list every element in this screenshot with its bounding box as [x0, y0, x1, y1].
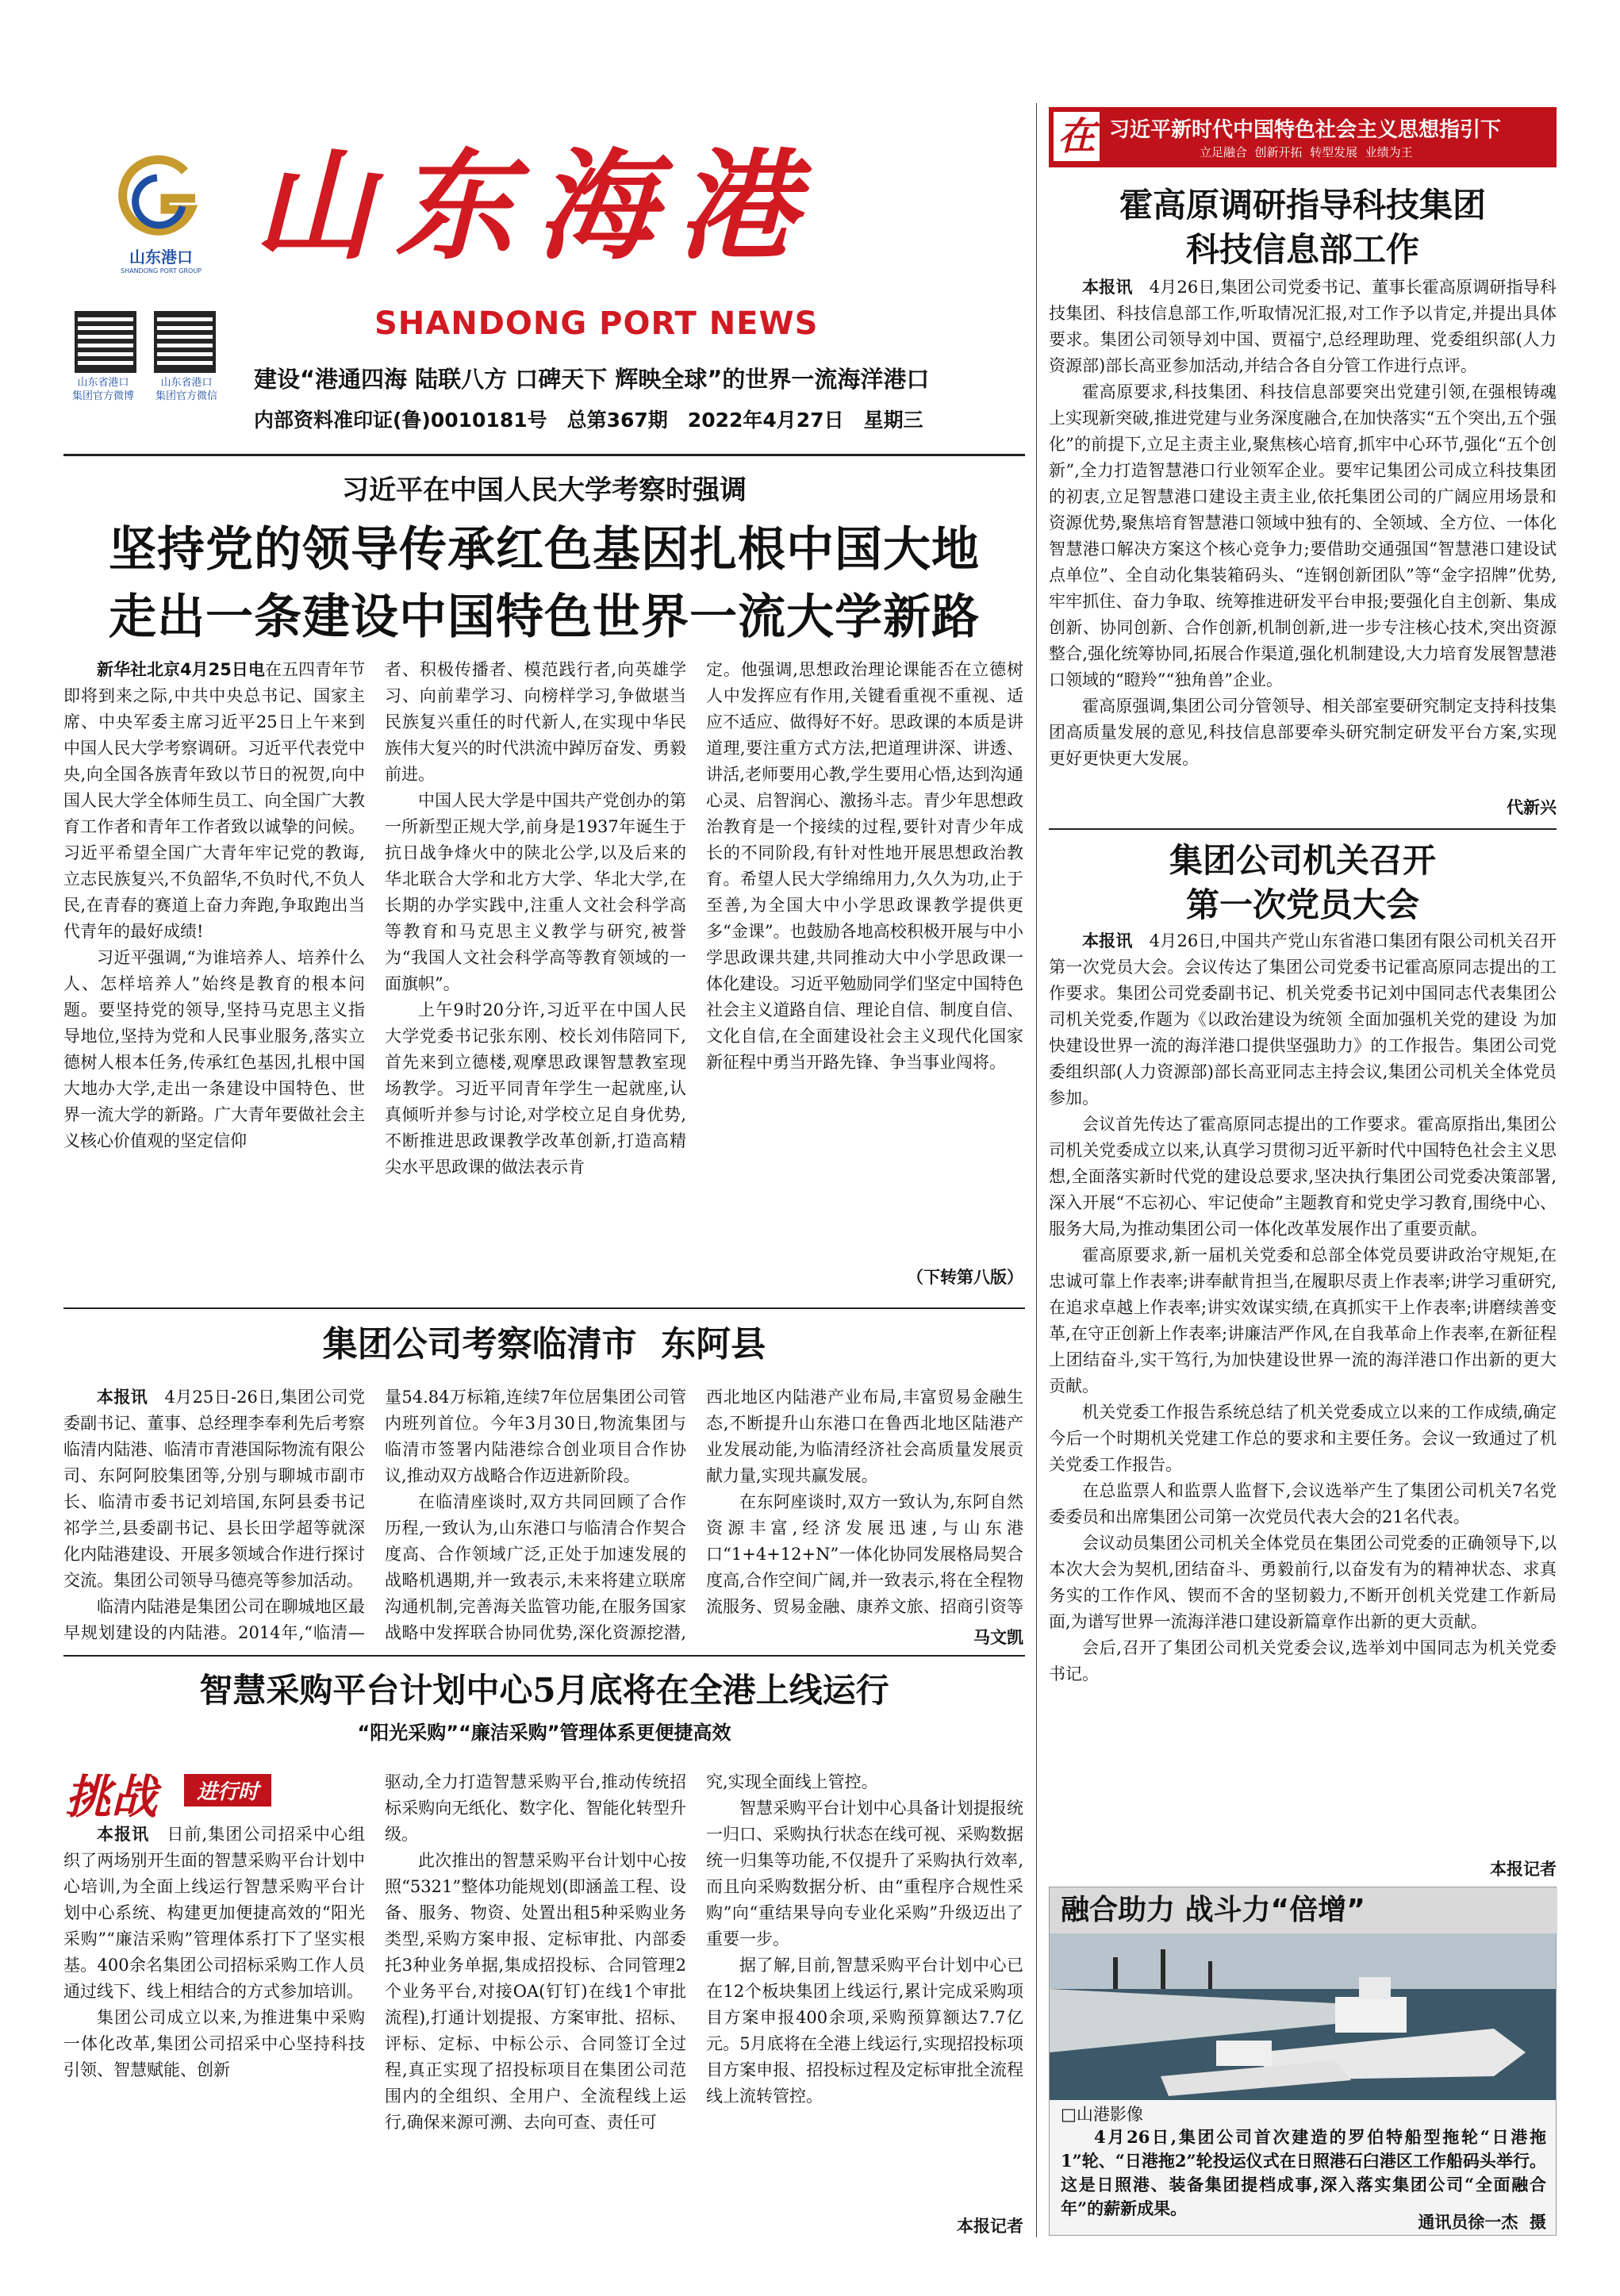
linqing-divider	[63, 1655, 1025, 1657]
logo-g-icon	[109, 154, 213, 241]
masthead-title-en: SHANDONG PORT NEWS	[374, 305, 819, 342]
masthead-title: 山东海港	[254, 136, 820, 276]
procure-column-1: 本报讯 日前,集团公司招采中心组织了两场别开生面的智慧采购平台计划中心培训,为全面上线运行智慧采购平台计划中心系统、构建更加便捷高效的“阳光采购”“廉洁采购”管理体系打下了坚实根基。400余名集团公司招标采购工作人员通过线下、线上相结合的方式参加培训。 集团公司成立以来,为推进集中采购一体化改革,集团公司招采中心坚持科技引领、智慧赋能、创新	[63, 1825, 365, 2079]
weibo-qr-code	[75, 311, 136, 373]
wechat-qr-caption: 山东省港口 集团官方微信	[155, 377, 217, 402]
theme-banner	[1049, 107, 1557, 167]
tugboat-photo	[1050, 1933, 1556, 2100]
linqing-column-1: 本报讯 4月25日-26日,集团公司党委副书记、董事、总经理李奉利先后考察临清内陆港、临清市青港国际物流有限公司、东阿阿胶集团等,分别与聊城市副市长、临清市委书记刘培国,东阿县委书记祁学兰,县委副书记、县长田学超等就深化内陆港建设、开展多领域合作进行探讨交流。集团公司领导马德亮等参加活动。 临清内陆港是集团公司在聊城地区最早规划建设的内陆港。2014年,“临清—	[63, 1388, 365, 1642]
photo-credit: 通讯员徐一杰 摄	[1418, 2213, 1546, 2232]
procure-signature: 本报记者	[957, 2217, 1023, 2236]
banner-title: 习近平新时代中国特色社会主义思想指引下	[1109, 118, 1502, 142]
huo-body: 本报讯 4月26日,集团公司党委书记、董事长霍高原调研指导科技集团、科技信息部工作,听取情况汇报,对工作予以肯定,并提出具体要求。集团公司领导刘中国、贾福宁,总经理助理、党委组织部(人力资源部)部长高亚参加活动,并结合各自分管工作进行点评。 霍高原要求,科技集团、科技信息部要突出党建引领,在强根铸魂上实现新突破,推进党建与业务深度融合,在加快落实“五个突出,五个强化”的前提下,立足主责主业,聚焦核心培育,抓牢中心环节,强化“五个创新”,全力打造智慧港口行业领军企业。要牢记集团公司成立科技集团的初衷,立足智慧港口建设主责主业,依托集团公司的广阔应用场景和资源优势,聚焦培育智慧港口领域中独有的、全领域、全方位、一体化智慧港口解决方案这个核心竞争力;要借助交通强国“智慧港口建设试点单位”、全自动化集装箱码头、“连钢创新团队”等“金字招牌”优势,牢牢抓住、奋力争取、统筹推进研发平台申报;要强化自主创新、集成创新、协同创新、合作创新,机制创新,进一步专注核心技术,突出资源整合,强化统筹协同,拓展合作渠道,强化机制建设,大力培育发展智慧港口领域的“瞪羚”“独角兽”企业。 霍高原强调,集团公司分管领导、相关部室要研究制定支持科技集团高质量发展的意见,科技信息部要牵头研究制定研发平台方案,实现更好更快更大发展。	[1049, 278, 1557, 768]
lead-column-1: 新华社北京4月25日电在五四青年节即将到来之际,中共中央总书记、国家主席、中央军委主席习近平25日上午来到中国人民大学考察调研。习近平代表党中央,向全国各族青年致以节日的祝贺,向中国人民大学全体师生员工、向全国广大教育工作者和青年工作者致以诚挚的问候。习近平希望全国广大青年牢记党的教诲,立志民族复兴,不负韶华,不负时代,不负人民,在青春的赛道上奋力奔跑,争取跑出当代青年的最好成绩! 习近平强调,“为谁培养人、培养什么人、怎样培养人”始终是教育的根本问题。要坚持党的领导,坚持马克思主义指导地位,坚持为党和人民事业服务,落实立德树人根本任务,传承红色基因,扎根中国大地办大学,走出一条建设中国特色、世界一流大学的新路。广大青年要做社会主义核心价值观的坚定信仰	[63, 660, 365, 1150]
party-headline-2: 第一次党员大会	[1185, 885, 1419, 924]
masthead-slogan: 建设“港通四海 陆联八方 口碑天下 辉映全球”的世界一流海洋港口	[254, 366, 930, 393]
party-signature: 本报记者	[1490, 1860, 1557, 1879]
banner-badge: 在	[1054, 112, 1100, 161]
procure-column-2: 驱动,全力打造智慧采购平台,推动传统招标采购向无纸化、数字化、智能化转型升级。 此次推出的智慧采购平台计划中心按照“5321”整体功能规划(即涵盖工程、设备、服务、物资、处置出租5种采购业务类型,采购方案申报、定标审批、内部委托3种业务单据,集成招投标、合同管理2个业务平台,对接OA(钉钉)在线1个审批流程),打通计划提报、方案审批、招标、评标、定标、中标公示、合同签订全过程,真正实现了招投标项目在集团公司范围内的全组织、全用户、全流程线上运行,确保来源可溯、去向可查、责任可	[385, 1772, 686, 2132]
wechat-qr-code	[154, 311, 216, 373]
photo-tag: □山港影像	[1061, 2105, 1143, 2124]
lead-divider	[63, 1307, 1025, 1309]
huo-headline-2: 科技信息部工作	[1185, 230, 1419, 269]
huo-divider	[1049, 828, 1557, 830]
linqing-column-2: 量54.84万标箱,连续7年位居集团公司管内班列首位。今年3月30日,物流集团与临清市签署内陆港综合创业项目合作协议,推动双方战略合作迈进新阶段。 在临清座谈时,双方共同回顾了合作历程,一致认为,山东港口与临清合作契合度高、合作领域广泛,正处于加速发展的战略机遇期,并一致表示,未来将建立联席沟通机制,完善海关监管功能,在服务国家战略中发挥联合协同优势,深化资源挖潜,	[385, 1388, 686, 1642]
challenge-logo	[65, 1760, 359, 1824]
challenge-logo-main: 挑战	[65, 1770, 158, 1824]
lead-column-2: 者、积极传播者、模范践行者,向英雄学习、向前辈学习、向榜样学习,争做堪当民族复兴重任的时代新人,在实现中华民族伟大复兴的时代洪流中踔厉奋发、勇毅前进。 中国人民大学是中国共产党创办的第一所新型正规大学,前身是1937年诞生于抗日战争烽火中的陕北公学,以及后来的华北联合大学和北方大学、华北大学,在长期的办学实践中,注重人文社会科学高等教育和马克思主义教学与研究,被誉为“我国人文社会科学高等教育领域的一面旗帜”。 上午9时20分许,习近平在中国人民大学党委书记张东刚、校长刘伟陪同下,首先来到立德楼,观摩思政课智慧教室现场教学。习近平同青年学生一起就座,认真倾听并参与讨论,对学校立足自身优势,不断推进思政课教学改革创新,打造高精尖水平思政课的做法表示肯	[385, 660, 686, 1177]
lead-headline-2: 走出一条建设中国特色世界一流大学新路	[109, 589, 980, 645]
lead-kicker: 习近平在中国人民大学考察时强调	[342, 474, 747, 506]
page-column-divider	[1036, 103, 1037, 2237]
procure-headline: 智慧采购平台计划中心5月底将在全港上线运行	[199, 1671, 889, 1710]
masthead-divider	[63, 454, 1025, 456]
photo-box	[1049, 1887, 1557, 2236]
lead-headline-1: 坚持党的领导传承红色基因扎根中国大地	[109, 522, 980, 578]
procure-column-3: 究,实现全面线上管控。 智慧采购平台计划中心具备计划提报统一归口、采购执行状态在线可视、采购数据统一归集等功能,不仅提升了采购执行效率,而且向采购数据分析、由“重程序合规性采购”向“重结果导向专业化采购”升级迈出了重要一步。 据了解,目前,智慧采购平台计划中心已在12个板块集团上线运行,累计完成采购项目方案申报400余项,采购预算额达7.7亿元。5月底将在全港上线运行,实现招投标项目方案申报、招投标过程及定标审批全流程线上流转管控。	[706, 1772, 1023, 2106]
logo-text-en: SHANDONG PORT GROUP	[121, 267, 202, 275]
lead-continued: （下转第八版）	[907, 1268, 1023, 1287]
party-headline-1: 集团公司机关召开	[1169, 841, 1436, 880]
lead-column-3: 定。他强调,思想政治理论课能否在立德树人中发挥应有作用,关键看重视不重视、适应不适应、做得好不好。思政课的本质是讲道理,要注重方式方法,把道理讲深、讲透、讲活,老师要用心教,学生要用心悟,达到沟通心灵、启智润心、激扬斗志。青少年思想政治教育是一个接续的过程,要针对青少年成长的不同阶段,有针对性地开展思想政治教育。希望人民大学绵绵用力,久久为功,止于至善,为全国大中小学思政课教学提供更多“金课”。也鼓励各地高校积极开展与中小学思政课共建,共同推动大中小学思政课一体化建设。习近平勉励同学们坚定中国特色社会主义道路自信、理论自信、制度自信、文化自信,在全面建设社会主义现代化国家新征程中勇当开路先锋、争当事业闯将。	[706, 660, 1023, 1072]
issue-line: 内部资料准印证(鲁)0010181号 总第367期 2022年4月27日 星期三	[254, 409, 923, 432]
photo-title: 融合助力 战斗力“倍增”	[1050, 1887, 1557, 1933]
banner-subtitle: 立足融合 创新开拓 转型发展 业绩为王	[1200, 145, 1413, 159]
photo-caption: 4月26日,集团公司首次建造的罗伯特船型拖轮“日港拖1”轮、“日港拖2”轮投运仪式在日照港石臼港区工作船码头举行。这是日照港、装备集团提档成事,深入落实集团公司“全面融合年”的薪新成果。	[1061, 2127, 1546, 2218]
procure-subhead: “阳光采购”“廉洁采购”管理体系更便捷高效	[357, 1722, 731, 1744]
party-body: 本报讯 4月26日,中国共产党山东省港口集团有限公司机关召开第一次党员大会。会议传达了集团公司党委书记霍高原同志提出的工作要求。集团公司党委副书记、机关党委书记刘中国同志代表集团公司机关党委,作题为《以政治建设为统领 全面加强机关党的建设 为加快建设世界一流的海洋港口提供坚强助力》的工作报告。集团公司党委组织部(人力资源部)部长高亚同志主持会议,集团公司机关全体党员参加。 会议首先传达了霍高原同志提出的工作要求。霍高原指出,集团公司机关党委成立以来,认真学习贯彻习近平新时代中国特色社会主义思想,全面落实新时代党的建设总要求,坚决执行集团公司党委决策部署,深入开展“不忘初心、牢记使命”主题教育和党史学习教育,围绕中心、服务大局,为推动集团公司一体化改革发展作出了重要贡献。 霍高原要求,新一届机关党委和总部全体党员要讲政治守规矩,在忠诚可靠上作表率;讲奉献肯担当,在履职尽责上作表率;讲学习重研究,在追求卓越上作表率;讲实效谋实绩,在真抓实干上作表率;讲磨续善变革,在守正创新上作表率;讲廉洁严作风,在自我革命上作表率,在新征程上团结奋斗,实干笃行,为加快建设世界一流的海洋港口作出新的更大贡献。 机关党委工作报告系统总结了机关党委成立以来的工作成绩,确定今后一个时期机关党建工作总的要求和主要任务。会议一致通过了机关党委工作报告。 在总监票人和监票人监督下,会议选举产生了集团公司机关7名党委委员和出席集团公司第一次党员代表大会的21名代表。 会议动员集团公司机关全体党员在集团公司党委的正确领导下,以本次大会为契机,团结奋斗、勇毅前行,以奋发有为的精神状态、求真务实的工作作风、锲而不舍的坚韧毅力,不断开创机关党建工作新局面,为谱写世界一流海洋港口建设新篇章作出新的更大贡献。 会后,召开了集团公司机关党委会议,选举刘中国同志为机关党委书记。	[1049, 931, 1557, 1684]
masthead	[63, 136, 1023, 460]
group-logo	[109, 154, 213, 273]
huo-signature: 代新兴	[1507, 798, 1557, 817]
challenge-logo-tail: 进行时	[184, 1774, 271, 1806]
linqing-signature: 马文凯	[973, 1628, 1023, 1647]
huo-headline-1: 霍高原调研指导科技集团	[1119, 186, 1486, 225]
linqing-headline: 集团公司考察临清市 东阿县	[322, 1324, 766, 1365]
linqing-column-3: 西北地区内陆港产业布局,丰富贸易金融生态,不断提升山东港口在鲁西北地区陆港产业发展动能,为临清经济社会高质量发展贡献力量,实现共赢发展。 在东阿座谈时,双方一致认为,东阿自然资源丰富,经济发展迅速,与山东港口“1+4+12+N”一体化协同发展格局契合度高,合作空间广阔,并一致表示,将在全程物流服务、贸易金融、康养文旅、招商引资等	[706, 1388, 1023, 1616]
lead-dateline: 新华社北京4月25日电	[97, 660, 265, 679]
weibo-qr-caption: 山东省港口 集团官方微博	[71, 377, 134, 402]
logo-text-cn: 山东港口	[129, 248, 193, 267]
